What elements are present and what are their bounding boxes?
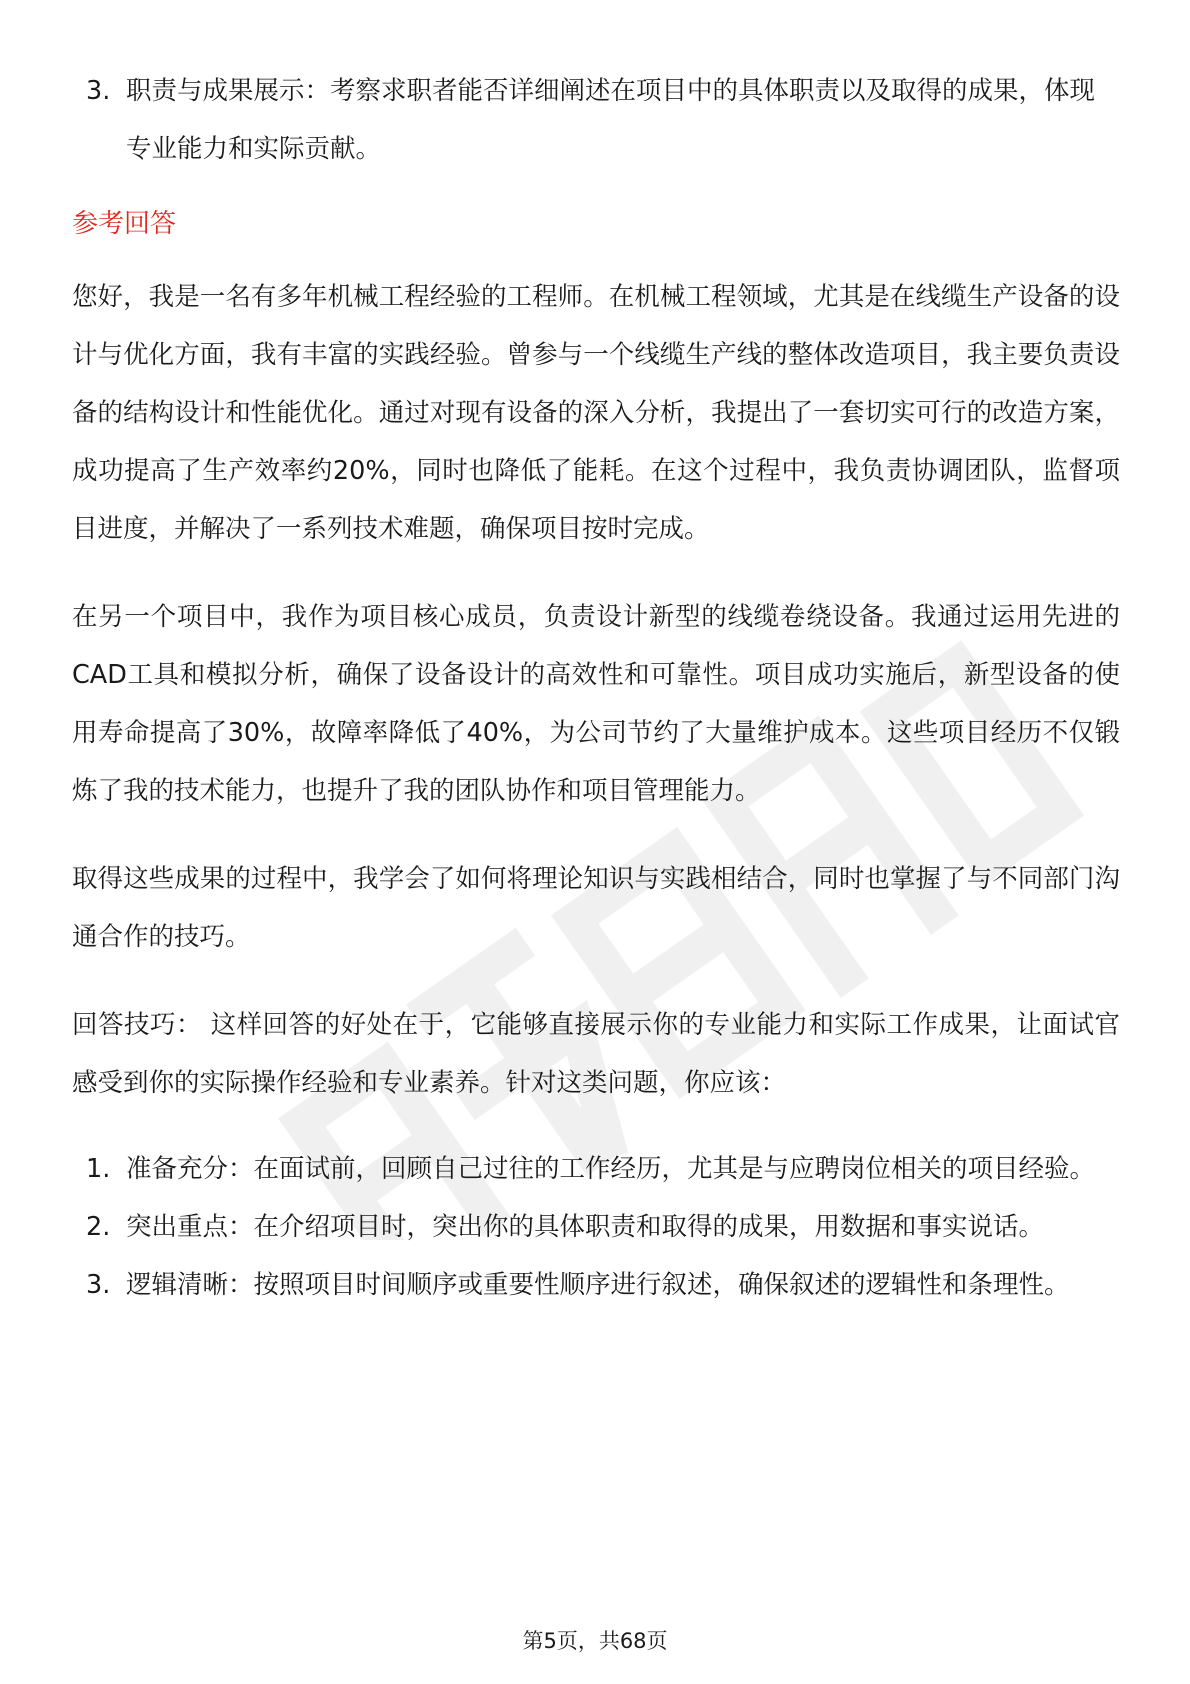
list-item <box>72 1256 1120 1314</box>
list-number: 1. <box>86 1154 111 1184</box>
list-number: 3. <box>86 76 111 106</box>
list-number: 3. <box>86 1270 111 1300</box>
page-footer: 第5页，共68页 <box>522 1629 668 1653</box>
answer-paragraph-3: 取得这些成果的过程中，我学会了如何将理论知识与实践相结合，同时也掌握了与不同部门沟通合作的技巧。 <box>72 864 1120 952</box>
list-item-text: 职责与成果展示：考察求职者能否详细阐述在项目中的具体职责以及取得的成果，体现专业能力和实际贡献。 <box>126 76 1096 164</box>
answer-paragraph-1: 您好，我是一名有多年机械工程经验的工程师。在机械工程领域，尤其是在线缆生产设备的设计与优化方面，我有丰富的实践经验。曾参与一个线缆生产线的整体改造项目，我主要负责设备的结构设计和性能优化。通过对现有设备的深入分析，我提出了一套切实可行的改造方案，成功提高了生产效率约20%，同时也降低了能耗。在这个过程中，我负责协调团队，监督项目进度，并解决了一系列技术难题，确保项目按时完成。 <box>72 282 1120 544</box>
page-content <box>72 62 1120 1314</box>
answer-tips-paragraph: 回答技巧： 这样回答的好处在于，它能够直接展示你的专业能力和实际工作成果，让面试官感受到你的实际操作经验和专业素养。针对这类问题，你应该： <box>72 1010 1120 1098</box>
list-item <box>72 1198 1120 1256</box>
list-item <box>72 62 1120 178</box>
list-item <box>72 1140 1120 1198</box>
list-item-text: 逻辑清晰：按照项目时间顺序或重要性顺序进行叙述，确保叙述的逻辑性和条理性。 <box>126 1270 1070 1300</box>
list-number: 2. <box>86 1212 111 1242</box>
list-item-text: 准备充分：在面试前，回顾自己过往的工作经历，尤其是与应聘岗位相关的项目经验。 <box>126 1154 1096 1184</box>
answer-paragraph-2: 在另一个项目中，我作为项目核心成员，负责设计新型的线缆卷绕设备。我通过运用先进的CAD工具和模拟分析，确保了设备设计的高效性和可靠性。项目成功实施后，新型设备的使用寿命提高了30%，故障率降低了40%，为公司节约了大量维护成本。这些项目经历不仅锻炼了我的技术能力，也提升了我的团队协作和项目管理能力。 <box>72 602 1120 806</box>
section-heading: 参考回答 <box>72 209 177 239</box>
tips-list <box>72 1140 1120 1314</box>
intro-list <box>72 62 1120 178</box>
list-item-text: 突出重点：在介绍项目时，突出你的具体职责和取得的成果，用数据和事实说话。 <box>126 1212 1045 1242</box>
